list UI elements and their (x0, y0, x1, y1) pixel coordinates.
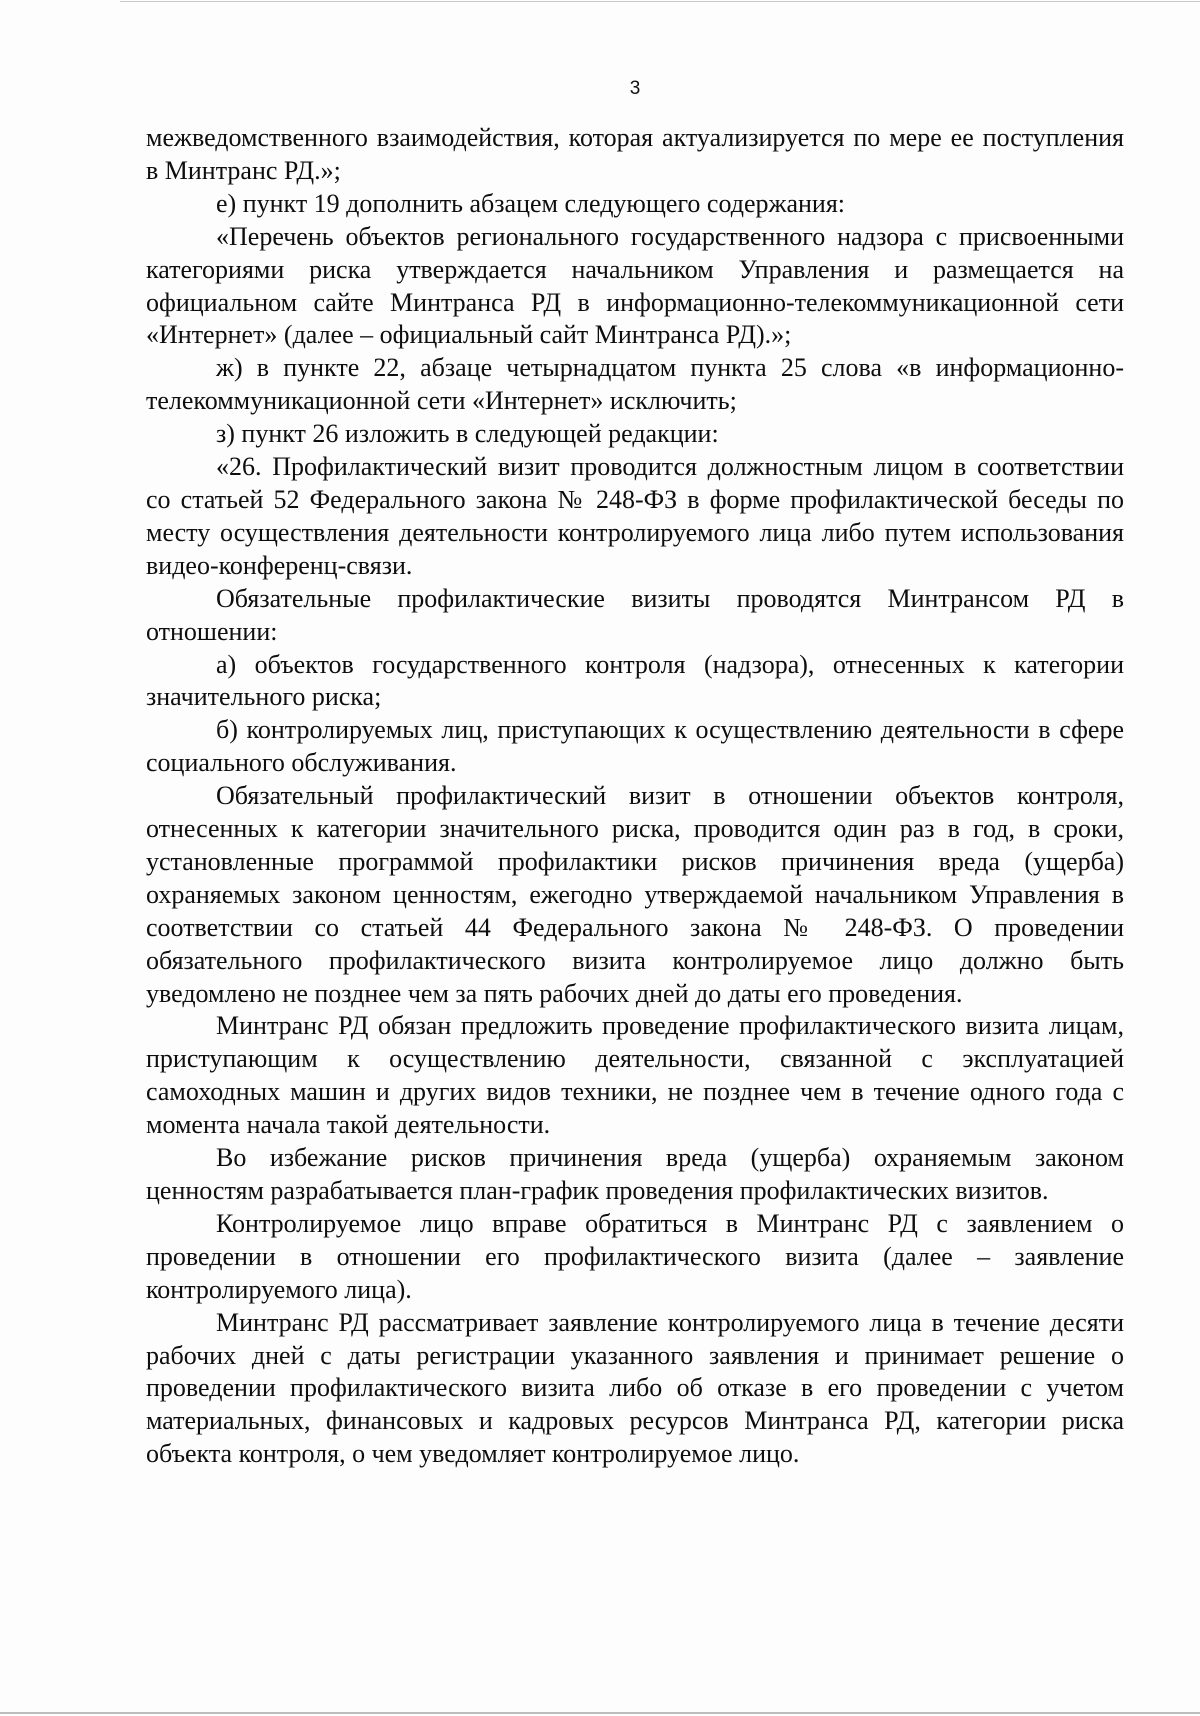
paragraph: е) пункт 19 дополнить абзацем следующего содержания: (216, 188, 846, 218)
document-body (146, 122, 1124, 1471)
paragraph: Обязательные профилактические визиты проводятся Минтрансом РД в отношении: (146, 583, 1124, 646)
paragraph: б) контролируемых лиц, приступающих к осуществлению деятельности в сфере социального обслуживания. (146, 715, 1124, 778)
paragraph: Обязательный профилактический визит в отношении объектов контроля, отнесенных к категории значительного риска, проводится один раз в год, в сроки, установленные программой профилактики рисков причинения вреда (ущерба) охраняемых законом ценностям, ежегодно утверждаемой начальником Управления в соответствии со статьей 44 Федерального закона № 248-ФЗ. О проведении обязательного профилактического визита контролируемое лицо должно быть уведомлено не позднее чем за пять рабочих дней до даты его проведения. (146, 781, 1124, 1008)
paragraph: межведомственного взаимодействия, которая актуализируется по мере ее поступления в Минтранс РД.»; (146, 123, 1124, 185)
page-number: 3 (629, 78, 641, 99)
paragraph: ж) в пункте 22, абзаце четырнадцатом пункта 25 слова «в информационно-телекоммуникационной сети «Интернет» исключить; (146, 353, 1124, 416)
paragraph: з) пункт 26 изложить в следующей редакции: (216, 419, 719, 449)
paragraph: а) объектов государственного контроля (надзора), отнесенных к категории значительного риска; (146, 649, 1124, 712)
paragraph: «Перечень объектов регионального государственного надзора с присвоенными категориями риска утверждается начальником Управления и размещается на официальном сайте Минтранса РД в информационно-телекоммуникационной сети «Интернет» (далее – официальный сайт Минтранса РД).»; (146, 221, 1124, 350)
paragraph: Минтранс РД обязан предложить проведение профилактического визита лицам, приступающим к осуществлению деятельности, связанной с эксплуатацией самоходных машин и других видов техники, не позднее чем в течение одного года с момента начала такой деятельности. (146, 1011, 1124, 1140)
scan-edge-top (120, 1, 1200, 2)
paragraph: Минтранс РД рассматривает заявление контролируемого лица в течение десяти рабочих дней с даты регистрации указанного заявления и принимает решение о проведении профилактического визита либо об отказе в его проведении с учетом материальных, финансовых и кадровых ресурсов Минтранса РД, категории риска объекта контроля, о чем уведомляет контролируемое лицо. (146, 1307, 1124, 1469)
scan-edge-bottom (0, 1712, 1200, 1714)
paragraph: Во избежание рисков причинения вреда (ущерба) охраняемым законом ценностям разрабатывается план-график проведения профилактических визитов. (146, 1143, 1124, 1205)
paragraph: Контролируемое лицо вправе обратиться в Минтранс РД с заявлением о проведении в отношении его профилактического визита (далее – заявление контролируемого лица). (146, 1208, 1124, 1304)
paragraph: «26. Профилактический визит проводится должностным лицом в соответствии со статьей 52 Федерального закона № 248-ФЗ в форме профилактической беседы по месту осуществления деятельности контролируемого лица либо путем использования видео-конференц-связи. (146, 452, 1124, 580)
